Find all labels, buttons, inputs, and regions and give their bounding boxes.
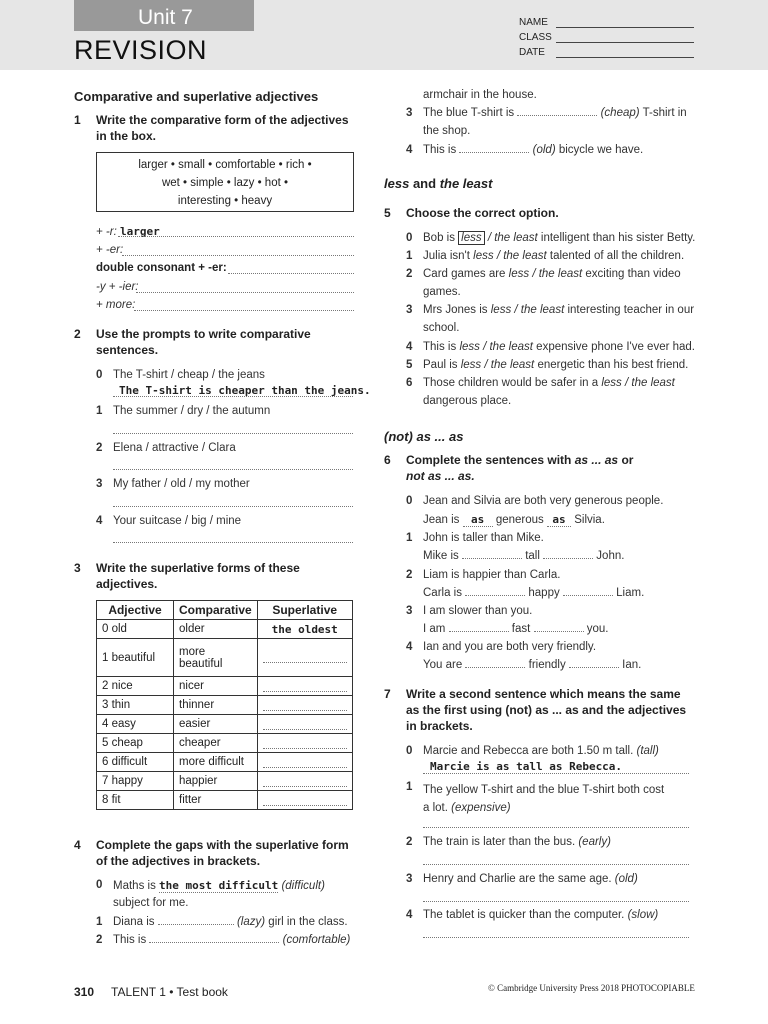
question-number: 1 <box>74 113 81 127</box>
choice-text: This is <box>423 341 457 353</box>
item-number: 4 <box>406 341 413 353</box>
item-number: 1 <box>406 532 413 544</box>
choice-text: Mrs Jones is <box>423 304 488 316</box>
table-row <box>97 715 353 734</box>
handwritten-answer: as <box>463 513 493 527</box>
handwritten-answer: Marcie is as tall as Rebecca. <box>430 760 623 773</box>
handwritten-answer: The T-shirt is cheaper than the jeans. <box>119 384 371 397</box>
option-the-least[interactable]: / the least <box>483 341 533 353</box>
gap-prefix: This is <box>113 934 147 946</box>
gap-prefix: Diana is <box>113 916 155 928</box>
word-box-line: wet • simple • lazy • hot • <box>161 177 289 189</box>
table-cell: 8 fit <box>97 791 174 810</box>
option-less[interactable]: less <box>458 231 484 245</box>
name-label: NAME <box>519 17 548 28</box>
item-number: 1 <box>406 781 413 793</box>
answer-line[interactable] <box>118 236 354 237</box>
table-header: Superlative <box>257 601 352 620</box>
gap-prefix: Maths is <box>113 880 156 892</box>
choice-text: talented of all the children. <box>549 250 685 262</box>
table-cell: thinner <box>174 696 258 715</box>
answer-line[interactable] <box>263 681 347 692</box>
superlative-cell[interactable] <box>257 791 352 810</box>
rule-label: + more: <box>96 299 136 311</box>
choice-text: Julia isn't <box>423 250 470 262</box>
table-row <box>97 791 353 810</box>
word-box <box>96 152 354 212</box>
source-sentence: Ian and you are both very friendly. <box>423 641 597 653</box>
date-field[interactable] <box>556 57 694 58</box>
source-sentence: The tablet is quicker than the computer. (slow) <box>423 909 659 921</box>
superlative-cell[interactable] <box>257 753 352 772</box>
choice-item <box>423 341 695 353</box>
handwritten-answer: the most difficult <box>159 879 279 892</box>
superlatives-table <box>96 600 353 810</box>
gap-suffix: bicycle we have. <box>558 144 644 156</box>
source-sentence: The yellow T-shirt and the blue T-shirt both cost a lot. (expensive) <box>423 784 665 814</box>
item-number: 0 <box>96 369 103 381</box>
option-the-least[interactable]: / the least <box>625 377 675 389</box>
answer-line[interactable] <box>423 901 689 902</box>
book-title: TALENT 1 • Test book <box>111 985 228 999</box>
table-cell: 7 happy <box>97 772 174 791</box>
table-cell: more difficult <box>174 753 258 772</box>
choice-text: energetic than his best friend. <box>537 359 689 371</box>
item-number: 0 <box>406 745 413 757</box>
word-box-line: interesting • heavy <box>177 195 273 207</box>
table-cell: easier <box>174 715 258 734</box>
answer-line[interactable] <box>263 757 347 768</box>
answer-line[interactable] <box>113 506 353 507</box>
choice-text: Card games are <box>423 268 506 280</box>
answer-line[interactable] <box>149 942 279 943</box>
option-less[interactable]: less <box>601 377 622 389</box>
gap-sentence: Jean is as generous as Silvia. <box>423 513 605 526</box>
choice-item <box>423 250 684 262</box>
option-less[interactable]: less <box>490 304 512 316</box>
source-sentence: Henry and Charlie are the same age. (old) <box>423 873 638 885</box>
answer-line[interactable] <box>113 542 353 543</box>
item-cont: school. <box>423 322 460 334</box>
superlative-cell[interactable] <box>257 677 352 696</box>
answer-line[interactable] <box>569 667 619 668</box>
prompt-text: The T-shirt / cheap / the jeans <box>113 369 265 381</box>
choice-text: intelligent than his sister Betty. <box>540 232 696 244</box>
answer-line[interactable] <box>134 310 354 311</box>
question-4-text: Complete the gaps with the superlative form of the adjectives in brackets. <box>96 838 349 868</box>
table-row <box>97 639 353 677</box>
class-field[interactable] <box>556 42 694 43</box>
answer-line[interactable] <box>543 558 593 559</box>
rule-label: + -r: <box>96 226 117 238</box>
table-cell: fitter <box>174 791 258 810</box>
table-row <box>97 772 353 791</box>
date-label: DATE <box>519 47 545 58</box>
word-box-line: larger • small • comfortable • rich • <box>138 159 312 171</box>
hint: (cheap) <box>600 107 640 119</box>
source-sentence: John is taller than Mike. <box>423 532 544 544</box>
answer-line[interactable] <box>459 152 529 153</box>
item-number: 3 <box>406 605 413 617</box>
gap-sentence: Mike is tall John. <box>423 550 625 562</box>
gap-cont: subject for me. <box>113 897 189 909</box>
choice-text: expensive phone I've ever had. <box>536 341 696 353</box>
gap-cont: the shop. <box>423 125 471 137</box>
answer-line[interactable] <box>122 255 354 256</box>
choice-item <box>423 268 681 280</box>
table-cell: 6 difficult <box>97 753 174 772</box>
superlative-cell[interactable]: the oldest <box>257 620 352 639</box>
answer-line[interactable] <box>228 273 354 274</box>
item-number: 0 <box>406 232 413 244</box>
answer-line[interactable] <box>263 700 347 711</box>
choice-text: exciting than video <box>585 268 681 280</box>
table-cell: 5 cheap <box>97 734 174 753</box>
option-less[interactable]: less <box>473 250 494 262</box>
section-heading-comparatives: Comparative and superlative adjectives <box>74 89 319 104</box>
choice-item <box>423 377 675 389</box>
option-the-least[interactable]: / the least <box>484 359 535 371</box>
item-number: 2 <box>406 569 413 581</box>
choice-item <box>423 304 694 316</box>
hint: (difficult) <box>281 880 325 892</box>
table-cell: nicer <box>174 677 258 696</box>
table-cell: happier <box>174 772 258 791</box>
source-sentence: I am slower than you. <box>423 605 533 617</box>
gap-sentence: Carla is happy Liam. <box>423 587 645 599</box>
item-number: 4 <box>406 641 413 653</box>
choice-text: interesting teacher in our <box>567 304 695 316</box>
answer-line[interactable] <box>113 433 353 434</box>
option-the-least[interactable]: / the least <box>487 232 538 244</box>
gap-suffix: T-shirt in <box>642 107 687 119</box>
superlative-cell[interactable] <box>257 772 352 791</box>
class-label: CLASS <box>519 32 552 43</box>
item-number: 1 <box>96 405 103 417</box>
handwritten-answer: larger <box>119 225 160 238</box>
hint: (comfortable) <box>282 934 351 946</box>
choice-text: Those children would be safer in a <box>423 377 599 389</box>
item-number: 3 <box>406 873 413 885</box>
answer-line[interactable] <box>449 631 509 632</box>
answer-line[interactable] <box>263 738 347 749</box>
item-cont: dangerous place. <box>423 395 512 407</box>
question-3-text: Write the superlative forms of these adjectives. <box>96 561 300 591</box>
answer-line[interactable] <box>263 719 347 730</box>
answer-line[interactable] <box>158 924 234 925</box>
table-header: Comparative <box>174 601 258 620</box>
question-2-text: Use the prompts to write comparative sentences. <box>96 327 311 357</box>
option-the-least[interactable]: / the least <box>514 304 565 316</box>
page-title: REVISION <box>74 35 208 65</box>
question-5-text: Choose the correct option. <box>406 206 559 220</box>
option-less[interactable]: less <box>460 359 482 371</box>
table-cell: cheaper <box>174 734 258 753</box>
table-row <box>97 677 353 696</box>
source-sentence: Liam is happier than Carla. <box>423 569 561 581</box>
gap-sentence: I am fast you. <box>423 623 609 635</box>
answer-line[interactable] <box>423 773 689 774</box>
table-header: Adjective <box>97 601 174 620</box>
rule-label: -y + -ier: <box>96 281 139 293</box>
table-cell: 2 nice <box>97 677 174 696</box>
table-cell: 3 thin <box>97 696 174 715</box>
item-number: 3 <box>406 304 413 316</box>
option-less[interactable]: less <box>459 341 480 353</box>
rule-label: double consonant + -er: <box>96 262 227 274</box>
answer-line[interactable] <box>465 667 525 668</box>
prompt-text: Your suitcase / big / mine <box>113 515 242 527</box>
table-cell: more beautiful <box>174 639 258 677</box>
question-6-text: Complete the sentences with as ... as or not as ... as. <box>406 453 634 483</box>
answer-line[interactable] <box>423 864 689 865</box>
question-number: 2 <box>74 327 81 341</box>
choice-item <box>423 359 688 371</box>
gap-suffix: girl in the class. <box>268 916 348 928</box>
prompt-text: My father / old / my mother <box>113 478 250 490</box>
answer-line[interactable] <box>462 558 522 559</box>
gap-cont: armchair in the house. <box>423 89 537 101</box>
answer-line[interactable] <box>113 396 353 397</box>
source-sentence: The train is later than the bus. (early) <box>423 836 611 848</box>
item-cont: games. <box>423 286 461 298</box>
gap-prefix: The blue T-shirt is <box>423 107 515 119</box>
answer-line[interactable] <box>517 115 597 116</box>
superlative-cell[interactable] <box>257 734 352 753</box>
answer-line[interactable] <box>465 595 525 596</box>
item-number: 0 <box>406 495 413 507</box>
choice-text: Bob is <box>423 232 455 244</box>
table-cell: 1 beautiful <box>97 639 174 677</box>
superlative-cell[interactable] <box>257 715 352 734</box>
item-number: 2 <box>406 836 413 848</box>
answer-line[interactable] <box>263 776 347 787</box>
answer-line[interactable] <box>113 469 353 470</box>
item-number: 3 <box>96 478 103 490</box>
answer-line[interactable] <box>423 827 689 828</box>
answer-line[interactable] <box>263 795 347 806</box>
table-cell: 0 old <box>97 620 174 639</box>
gap-sentence: You are friendly Ian. <box>423 659 642 671</box>
handwritten-answer: as <box>547 513 571 527</box>
superlative-cell[interactable] <box>257 639 352 677</box>
table-cell: 4 easy <box>97 715 174 734</box>
answer-line[interactable] <box>563 595 613 596</box>
question-number: 7 <box>384 687 391 701</box>
prompt-text: The summer / dry / the autumn <box>113 405 271 417</box>
gap-prefix: This is <box>423 144 457 156</box>
table-row <box>97 620 353 639</box>
item-number: 1 <box>406 250 413 262</box>
question-number: 5 <box>384 206 391 220</box>
section-heading-less: less and the least <box>384 176 493 191</box>
item-number: 2 <box>96 442 103 454</box>
table-row <box>97 734 353 753</box>
unit-label: Unit 7 <box>138 6 193 29</box>
hint: (old) <box>532 144 556 156</box>
choice-text: Paul is <box>423 359 458 371</box>
source-sentence: Marcie and Rebecca are both 1.50 m tall. (tall) <box>423 745 659 757</box>
table-row <box>97 696 353 715</box>
item-number: 2 <box>406 268 413 280</box>
item-number: 4 <box>406 909 413 921</box>
question-1-text: Write the comparative form of the adjectives in the box. <box>96 113 349 143</box>
table-row <box>97 753 353 772</box>
section-heading-as-as: (not) as ... as <box>384 429 464 444</box>
prompt-text: Elena / attractive / Clara <box>113 442 236 454</box>
option-the-least[interactable]: / the least <box>532 268 583 280</box>
answer-line[interactable] <box>263 652 347 663</box>
answer-line[interactable] <box>423 937 689 938</box>
item-number: 6 <box>406 377 413 389</box>
question-number: 6 <box>384 453 391 467</box>
source-sentence: Jean and Silvia are both very generous people. <box>423 495 664 507</box>
name-field[interactable] <box>556 27 694 28</box>
answer-line[interactable] <box>534 631 584 632</box>
page-number: 310 <box>74 985 95 999</box>
option-less[interactable]: less <box>508 268 530 280</box>
item-number: 4 <box>96 515 103 527</box>
item-number: 5 <box>406 359 413 371</box>
option-the-least[interactable]: / the least <box>496 250 547 262</box>
question-number: 4 <box>74 838 81 852</box>
table-cell: older <box>174 620 258 639</box>
choice-item <box>423 232 695 244</box>
superlative-cell[interactable] <box>257 696 352 715</box>
answer-line[interactable] <box>136 292 354 293</box>
hint: (lazy) <box>236 916 266 928</box>
question-number: 3 <box>74 561 81 575</box>
question-7-text: Write a second sentence which means the same as the first using (not) as ... as and the adjectives in brackets. <box>406 687 687 733</box>
copyright: © Cambridge University Press 2018 PHOTOCOPIABLE <box>488 983 695 993</box>
rule-label: + -er: <box>96 244 124 256</box>
